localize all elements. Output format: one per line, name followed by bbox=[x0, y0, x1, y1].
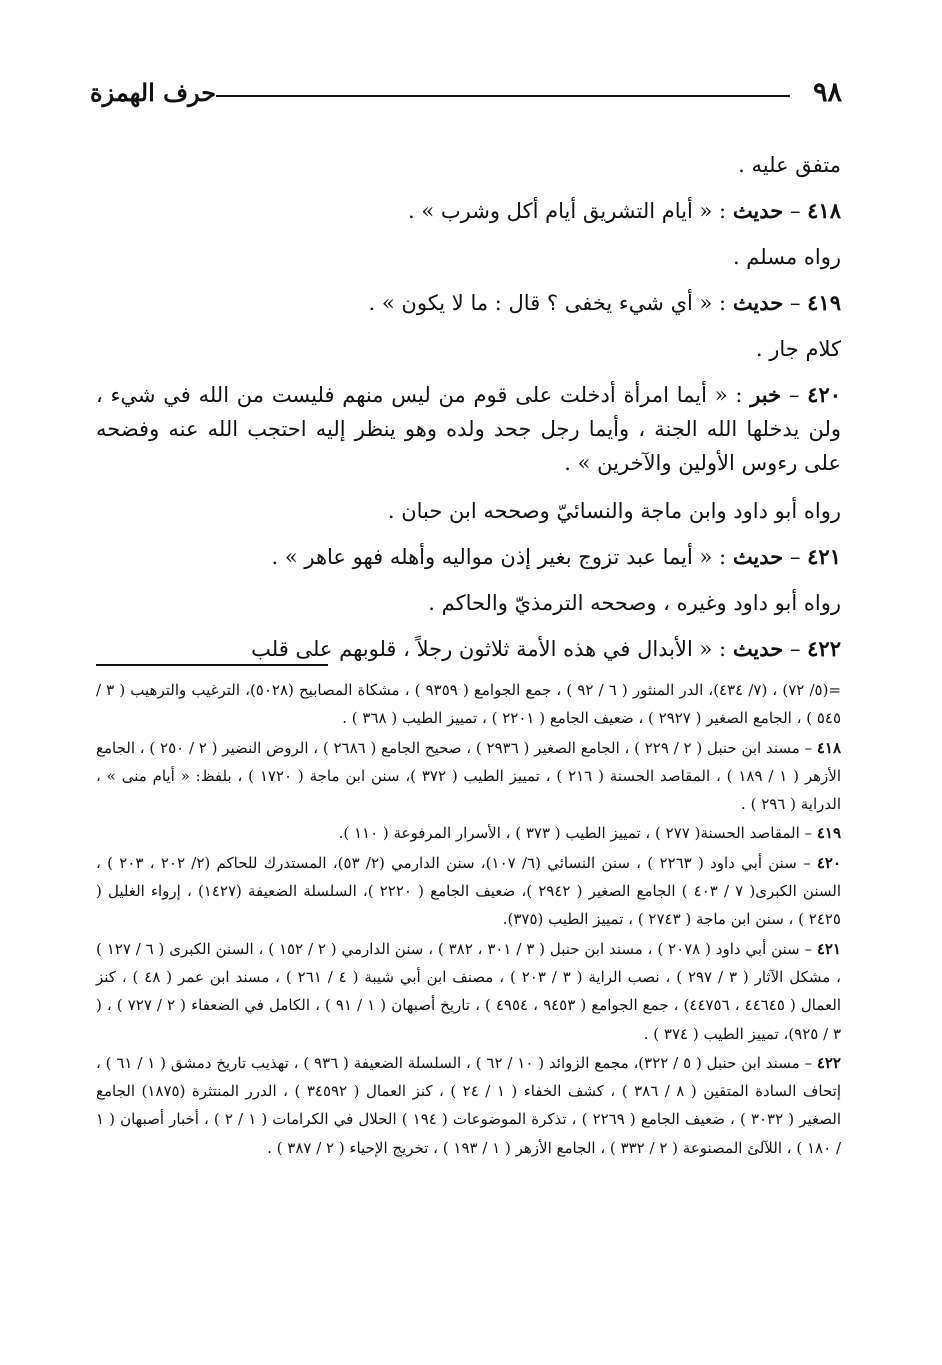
entry-number: ٤٢٢ bbox=[807, 636, 841, 661]
page-number: ٩٨ bbox=[812, 77, 842, 108]
entry-text: : « أيما امرأة أدخلت على قوم من ليس منهم فليست من الله في شيء ، ولن يدخلها الله الجنة ، وأيما رجل جحد ولده وهو ينظر إليه احتجب الله عنه وفضحه على رءوس الأولين والآخرين » . bbox=[96, 383, 841, 475]
running-title: حرف الهمزة bbox=[90, 78, 217, 107]
footnote-separator bbox=[96, 664, 328, 666]
footnote-number: ٤٢٠ bbox=[816, 853, 842, 872]
entry-text: : « أيام التشريق أيام أكل وشرب » . bbox=[408, 199, 727, 223]
text-line: كلام جار . bbox=[755, 337, 841, 361]
entry-text: : « أيما عبد تزوج بغير إذن مواليه وأهله فهو عاهر » . bbox=[271, 545, 727, 569]
entry-number: ٤١٩ bbox=[807, 290, 841, 315]
footnote: ٤١٩ – المقاصد الحسنة( ٢٧٧ ) ، تمييز الطيب ( ٣٧٣ ) ، الأسرار المرفوعة ( ١١٠ ). bbox=[338, 824, 841, 843]
entry-text: : « أي شيء يخفى ؟ قال : ما لا يكون » . bbox=[368, 291, 727, 315]
footnote: ٤٢١ – سنن أبي داود ( ٢٠٧٨ ) ، مسند ابن حنبل ( ٣ / ٣٠١ ، ٣٨٢ ) ، سنن الدارمي ( ٢ / ١٥٢ ) ، السنن الكبرى ( ٦ / ١٢٧ ) ، مشكل الآثار ( ٣ / ٢٩٧ ) ، نصب الراية ( ٣ / ٢٠٣ ) ، مصنف ابن أبي شيبة ( ٤ / ٢٦١ ) ، مسند ابن عمر ( ٤٨ ) ، كنز العمال ( ٤٤٦٤٥ ، ٤٤٧٥٦) ، جمع الجوامع ( ٩٤٥٣ ، ٤٩٥٤ ) ، تاريخ أصبهان ( ١ / ٩١ ) ، الكامل في الضعفاء ( ٢ / ٧٢٧ ) ، ( ٣ / ٩٢٥)، تمييز الطيب ( ٣٧٤ ) . bbox=[96, 939, 842, 1043]
page-header bbox=[90, 74, 842, 114]
entry-label: حديث bbox=[732, 544, 784, 569]
entry-text: : « الأبدال في هذه الأمة ثلاثون رجلاً ، قلوبهم على قلب bbox=[251, 637, 727, 661]
footnote-number: ٤٢٢ bbox=[816, 1053, 841, 1072]
header-rule bbox=[216, 95, 790, 97]
entry-number: ٤٢٠ bbox=[807, 382, 842, 407]
entry-label: حديث bbox=[732, 198, 784, 223]
footnote-number: ٤٢١ bbox=[816, 939, 841, 958]
entry-number: ٤٢١ bbox=[807, 544, 841, 569]
footnote: =(٥/ ٧٢) ، (٧/ ٤٣٤)، الدر المنثور ( ٦ / ٩٢ ) ، جمع الجوامع ( ٩٣٥٩ ) ، مشكاة المصابيح (٥٠٢٨)، الترغيب والترهيب ( ٣ / ٥٤٥ ) ، الجامع الصغير ( ٢٩٢٧ ) ، ضعيف الجامع ( ٢٢٠١ ) ، تمييز الطيب ( ٣٦٨ ) . bbox=[96, 681, 841, 728]
entry-number: ٤١٨ bbox=[807, 198, 841, 223]
text-line: رواه مسلم . bbox=[732, 245, 841, 269]
footnote-number: ٤١٩ bbox=[816, 824, 841, 843]
footnote: ٤٢٠ – سنن أبي داود ( ٢٢٦٣ ) ، سنن النسائي (٦/ ١٠٧)، سنن الدارمي (٢/ ٥٣)، المستدرك للحاكم (٢/ ٢٠٢ ، ٢٠٣ ) ، السنن الكبرى( ٧ / ٤٠٣ ) الجامع الصغير ( ٢٩٤٢ )، ضعيف الجامع ( ٢٢٢٠ )، السلسلة الضعيفة (١٤٢٧) ، إرواء الغليل ( ٢٤٢٥ ) ، سنن ابن ماجة ( ٢٧٤٣ ) ، تمييز الطيب (٣٧٥). bbox=[96, 853, 842, 929]
footnote: ٤١٨ – مسند ابن حنبل ( ٢ / ٢٢٩ ) ، الجامع الصغير ( ٢٩٣٦ ) ، صحيح الجامع ( ٢٦٨٦ ) ، الروض النضير ( ٢ / ٢٥٠ ) ، الجامع الأزهر ( ١ / ١٨٩ ) ، المقاصد الحسنة ( ٢١٦ ) ، تمييز الطيب ( ٣٧٢ )، سنن ابن ماجة ( ١٧٢٠ ) ، بلفظ: « أيام منى » ، الدراية ( ٢٩٦ ) . bbox=[96, 738, 842, 814]
footnote-number: ٤١٨ bbox=[816, 738, 842, 757]
entry-label: خبر bbox=[750, 382, 782, 407]
hadith-entry: ٤٢٢ – حديث : « الأبدال في هذه الأمة ثلاثون رجلاً ، قلوبهم على قلب bbox=[251, 636, 841, 661]
hadith-entry: ٤١٨ – حديث : « أيام التشريق أيام أكل وشرب » . bbox=[408, 198, 841, 223]
main-text bbox=[96, 142, 841, 672]
entry-label: حديث bbox=[732, 290, 784, 315]
hadith-entry: ٤١٩ – حديث : « أي شيء يخفى ؟ قال : ما لا يكون » . bbox=[368, 290, 841, 315]
text-line: رواه أبو داود وغيره ، وصححه الترمذيّ والحاكم . bbox=[428, 591, 841, 615]
text-line: متفق عليه . bbox=[738, 153, 841, 177]
hadith-entry: ٤٢١ – حديث : « أيما عبد تزوج بغير إذن مواليه وأهله فهو عاهر » . bbox=[271, 544, 841, 569]
footnote: ٤٢٢ – مسند ابن حنبل ( ٥ / ٣٢٢)، مجمع الزوائد ( ١٠ / ٦٢ ) ، السلسلة الضعيفة ( ٩٣٦ ) ، تهذيب تاريخ دمشق ( ١ / ٦١ ) ، إتحاف السادة المتقين ( ٨ / ٣٨٦ ) ، كشف الخفاء ( ١ / ٢٤ ) ، كنز العمال ( ٣٤٥٩٢ ) ، الدرر المنتثرة (١٨٧٥) الجامع الصغير ( ٣٠٣٢ ) ، ضعيف الجامع ( ٢٢٦٩ ) ، تذكرة الموضوعات ( ١٩٤ ) الحلال في الكرامات ( ١ / ٢ ) ، أخبار أصبهان ( ١ / ١٨٠ ) ، اللآلئ المصنوعة ( ٢ / ٣٣٢ ) ، الجامع الأزهر ( ١ / ١٩٣ ) ، تخريج الإحياء ( ٢ / ٣٨٧ ) . bbox=[96, 1053, 842, 1157]
hadith-entry: ٤٢٠ – خبر : « أيما امرأة أدخلت على قوم من ليس منهم فليست من الله في شيء ، ولن يدخلها الله الجنة ، وأيما رجل جحد ولده وهو ينظر إليه احتجب الله عنه وفضحه على رءوس الأولين والآخرين » . bbox=[96, 382, 842, 475]
footnotes bbox=[96, 676, 841, 1163]
text-line: رواه أبو داود وابن ماجة والنسائيّ وصححه ابن حبان . bbox=[387, 499, 841, 523]
entry-label: حديث bbox=[732, 636, 784, 661]
